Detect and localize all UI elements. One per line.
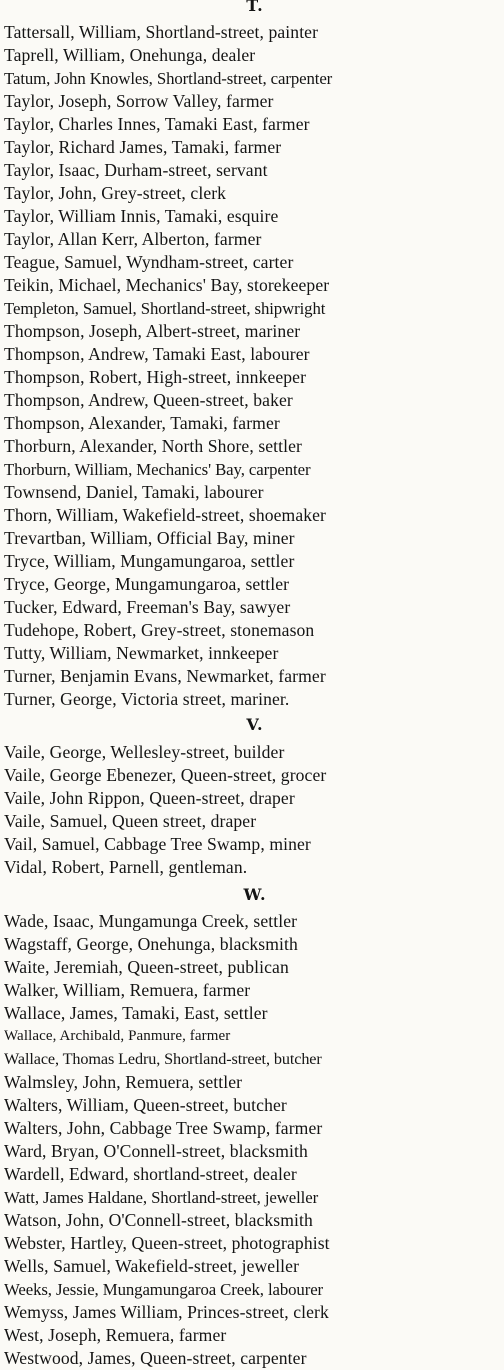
directory-entry: Vaile, John Rippon, Queen-street, draper — [4, 788, 295, 808]
directory-entry: Watson, John, O'Connell-street, blacksmith — [4, 1210, 313, 1230]
directory-entry: Thompson, Joseph, Albert-street, mariner — [4, 321, 301, 341]
directory-entry: Thompson, Alexander, Tamaki, farmer — [4, 413, 280, 433]
directory-entry: Wallace, James, Tamaki, East, settler — [4, 1003, 268, 1023]
directory-entry: Townsend, Daniel, Tamaki, labourer — [4, 482, 264, 502]
directory-entry: Thompson, Robert, High-street, innkeeper — [4, 367, 307, 387]
directory-entry: West, Joseph, Remuera, farmer — [4, 1325, 227, 1345]
directory-entry: Tryce, William, Mungamungaroa, settler — [4, 551, 295, 571]
directory-entry: Tudehope, Robert, Grey-street, stonemason — [4, 620, 315, 640]
directory-entry: Taprell, William, Onehunga, dealer — [4, 45, 256, 65]
directory-entry: Wardell, Edward, shortland-street, dealer — [4, 1164, 297, 1184]
directory-entry: Walker, William, Remuera, farmer — [4, 980, 251, 1000]
section-list-w — [0, 910, 504, 1370]
directory-entry: Tucker, Edward, Freeman's Bay, sawyer — [4, 597, 291, 617]
directory-entry: Webster, Hartley, Queen-street, photographist — [4, 1233, 330, 1253]
directory-entry: Tattersall, William, Shortland-street, painter — [4, 22, 319, 42]
directory-entry: Taylor, Allan Kerr, Alberton, farmer — [4, 229, 262, 249]
section-list-t — [0, 21, 504, 711]
directory-entry: Thompson, Andrew, Queen-street, baker — [4, 390, 293, 410]
directory-entry: Waite, Jeremiah, Queen-street, publican — [4, 957, 289, 977]
directory-entry: Taylor, William Innis, Tamaki, esquire — [4, 206, 279, 226]
directory-entry: Vaile, Samuel, Queen street, draper — [4, 811, 257, 831]
directory-entry: Thorburn, Alexander, North Shore, settler — [4, 436, 303, 456]
directory-entry: Thorn, William, Wakefield-street, shoemaker — [4, 505, 327, 525]
directory-entry: Wells, Samuel, Wakefield-street, jeweller — [4, 1256, 300, 1276]
directory-entry: Wagstaff, George, Onehunga, blacksmith — [4, 934, 298, 954]
directory-entry: Walters, John, Cabbage Tree Swamp, farmer — [4, 1118, 323, 1138]
directory-entry: Watt, James Haldane, Shortland-street, jeweller — [4, 1188, 319, 1207]
directory-entry: Turner, Benjamin Evans, Newmarket, farmer — [4, 666, 326, 686]
directory-entry: Wallace, Archibald, Panmure, farmer — [4, 1028, 231, 1044]
directory-entry: Tryce, George, Mungamungaroa, settler — [4, 574, 290, 594]
section-heading-w: W. — [243, 885, 267, 904]
directory-entry: Vaile, George, Wellesley-street, builder — [4, 742, 285, 762]
directory-entry: Walmsley, John, Remuera, settler — [4, 1072, 243, 1092]
directory-entry: Teikin, Michael, Mechanics' Bay, storekeeper — [4, 275, 330, 295]
directory-entry: Wallace, Thomas Ledru, Shortland-street, butcher — [4, 1050, 322, 1068]
directory-entry: Ward, Bryan, O'Connell-street, blacksmith — [4, 1141, 308, 1161]
directory-entry: Taylor, Richard James, Tamaki, farmer — [4, 137, 282, 157]
directory-entry: Vail, Samuel, Cabbage Tree Swamp, miner — [4, 834, 311, 854]
directory-entry: Wade, Isaac, Mungamunga Creek, settler — [4, 911, 298, 931]
directory-entry: Vaile, George Ebenezer, Queen-street, grocer — [4, 765, 327, 785]
directory-entry: Templeton, Samuel, Shortland-street, shipwright — [4, 299, 326, 318]
directory-entry: Teague, Samuel, Wyndham-street, carter — [4, 252, 294, 272]
directory-entry: Tutty, William, Newmarket, innkeeper — [4, 643, 279, 663]
directory-entry: Weeks, Jessie, Mungamungaroa Creek, labourer — [4, 1280, 324, 1299]
directory-entry: Turner, George, Victoria street, mariner. — [4, 689, 290, 709]
directory-entry: Tatum, John Knowles, Shortland-street, carpenter — [4, 69, 333, 88]
directory-entry: Taylor, Charles Innes, Tamaki East, farmer — [4, 114, 310, 134]
directory-entry: Taylor, John, Grey-street, clerk — [4, 183, 227, 203]
directory-entry: Taylor, Isaac, Durham-street, servant — [4, 160, 268, 180]
section-heading-t: T. — [246, 0, 264, 15]
directory-entry: Thorburn, William, Mechanics' Bay, carpenter — [4, 460, 311, 479]
directory-entry: Vidal, Robert, Parnell, gentleman. — [4, 857, 248, 877]
directory-entry: Thompson, Andrew, Tamaki East, labourer — [4, 344, 310, 364]
directory-entry: Walters, William, Queen-street, butcher — [4, 1095, 287, 1115]
section-heading-v: V. — [246, 715, 264, 734]
directory-entry: Wemyss, James William, Princes-street, clerk — [4, 1302, 329, 1322]
directory-entry: Westwood, James, Queen-street, carpenter — [4, 1348, 307, 1368]
directory-entry: Trevartban, William, Official Bay, miner — [4, 528, 295, 548]
section-list-v — [0, 741, 504, 879]
directory-entry: Taylor, Joseph, Sorrow Valley, farmer — [4, 91, 274, 111]
